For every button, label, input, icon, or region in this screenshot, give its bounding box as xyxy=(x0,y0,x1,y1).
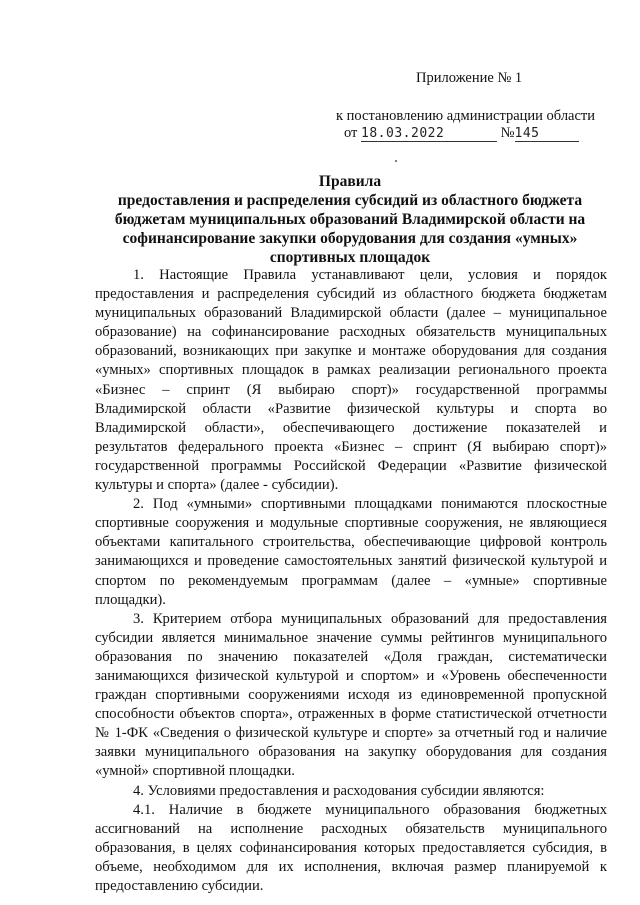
title-line: бюджетам муниципальных образований Владимирской области на xyxy=(114,211,586,228)
paragraph-3: 3. Критерием отбора муниципальных образований для предоставления субсидии является минимальное значение суммы рейтингов муниципального образования по значению показателей «Доля граждан, систематически занимающихся физической культурой и спортом» и «Уровень обеспеченности граждан спортивными сооружениями исходя из единовременной пропускной способности объектов спорта», отраженных в форме статистической отчетности № 1-ФК «Сведения о физической культуре и спорте» за отчетный год и наличие заявки муниципального образования на закупку оборудования для создания «умной» спортивной площадки. xyxy=(95,610,607,780)
document-title xyxy=(95,172,605,267)
number-prefix: № xyxy=(500,125,515,141)
title-line: Правила xyxy=(318,173,382,190)
number-value: 145 xyxy=(514,126,540,141)
paragraph-4: 4. Условиями предоставления и расходования субсидии являются: xyxy=(133,782,545,799)
appendix-label: Приложение № 1 xyxy=(416,70,523,86)
paragraph-2: 2. Под «умными» спортивными площадками понимаются плоскостные спортивные сооружения и модульные спортивные сооружения, не являющиеся объектами капитального строительства, обеспечивающие цифровой контроль занимающихся и проведение самостоятельных занятий физической культурой и спортом по рекомендуемым программам (далее – «умные» спортивные площадки). xyxy=(95,496,607,608)
title-line: предоставления и распределения субсидий из областного бюджета xyxy=(117,192,583,209)
paragraph-1: 1. Настоящие Правила устанавливают цели, условия и порядок предоставления и распределения субсидий из областного бюджета бюджетам муниципальных образований Владимирской области (далее – муниципальное образование) на софинансирование расходных обязательств муниципальных образований, возникающих при закупке и монтаже оборудования для создания «умных» спортивных площадок в рамках реализации регионального проекта «Бизнес – спринт (Я выбираю спорт)» государственной программы Владимирской области «Развитие физической культуры и спорта во Владимирской области», обеспечивающего достижение показателей и результатов федерального проекта «Бизнес – спринт (Я выбираю спорт)» государственной программы Российской Федерации «Развитие физической культуры и спорта» (далее - субсидии). xyxy=(95,267,607,494)
date-prefix: от xyxy=(344,125,358,141)
date-field xyxy=(361,126,497,142)
title-line: спортивных площадок xyxy=(269,249,431,266)
scan-speck xyxy=(395,160,397,162)
date-value: 18.03.2022 xyxy=(361,126,445,141)
resolution-reference: к постановлению администрации области xyxy=(336,108,596,124)
number-field xyxy=(515,126,579,142)
title-line: софинансирование закупки оборудования для создания «умных» xyxy=(122,230,578,247)
date-number-line xyxy=(344,125,579,142)
paragraph-4-1: 4.1. Наличие в бюджете муниципального образования бюджетных ассигнований на исполнение расходных обязательств муниципального образования, в целях софинансирования которых предоставляется субсидия, в объеме, необходимом для их исполнения, включая размер планируемой к предоставлению субсидии. xyxy=(95,801,607,894)
document-body xyxy=(95,266,607,896)
